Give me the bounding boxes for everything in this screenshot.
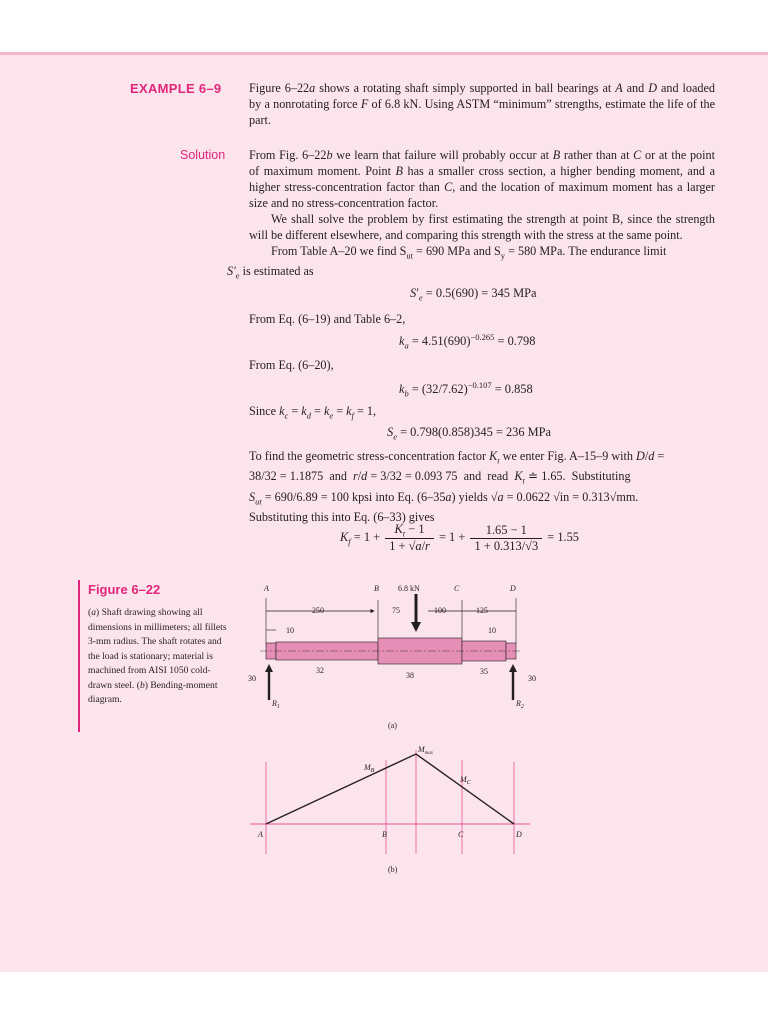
label-a: A <box>264 584 269 593</box>
equation-ka: $k_a = 4.51(690)^{-0.265} = 0.798$ <box>399 332 536 351</box>
label-b-c: C <box>458 830 464 839</box>
solution-paragraph-3: From Table A–20 we find $S_{ut} = 690$ MPa and $S_y = 580$ MPa. The endurance limit $S'_e$ is estimated as <box>227 244 667 281</box>
lead-factors-one: Since $k_c = k_d = k_e = k_f = 1$, <box>249 404 377 421</box>
shaft-drawing <box>240 578 560 738</box>
label-mc: $M_C$ <box>460 775 471 786</box>
dia-35: 35 <box>480 667 488 676</box>
equation-se: $S_e = 0.798(0.858)345 = 236$ MPa <box>387 425 552 442</box>
solution-paragraph-4: To find the geometric stress-concentration factor $K_t$ we enter Fig. A–15–9 with D/d = 38/32 = 1.1875 and r/d = 3/32 = 0.093 75 and read $K_t$ ≐ 1.65. Substituting $S_{ut} = 690/6.89 = 100$ kpsi into Eq. (6–35a) yields √a = 0.0622 √in = 0.313√mm. Substituting this into Eq. (6–33) gives <box>249 449 665 525</box>
dim-125: 125 <box>476 606 488 615</box>
label-force: 6.8 kN <box>398 584 420 593</box>
dim-10-left: 10 <box>286 626 294 635</box>
equation-kb: $k_b = (32/7.62)^{-0.107} = 0.858$ <box>399 380 533 399</box>
dia-38: 38 <box>406 671 414 680</box>
dim-75: 75 <box>392 606 400 615</box>
solution-heading: Solution <box>180 148 226 162</box>
panel-b-label: (b) <box>388 865 398 874</box>
dia-30-right: 30 <box>528 674 536 683</box>
moment-curve <box>266 754 514 824</box>
label-mb: $M_B$ <box>364 763 375 774</box>
figure-title: Figure 6–22 <box>88 582 161 597</box>
dim-100: 100 <box>434 606 446 615</box>
lead-eq-6-19: From Eq. (6–19) and Table 6–2, <box>249 312 406 326</box>
dia-30-left: 30 <box>248 674 256 683</box>
label-b-d: D <box>516 830 522 839</box>
label-r1: $R_1$ <box>272 699 280 710</box>
solution-paragraph-1: From Fig. 6–22b we learn that failure will probably occur at B rather than at C or at the point of maximum moment. Point B has a smaller cross section, a higher bending moment, and a higher stress-concentration factor than C, and the location of maximum moment has a larger size and no stress-concentration factor. <box>249 148 716 210</box>
label-d: D <box>510 584 516 593</box>
label-b-a: A <box>258 830 263 839</box>
page-top-rule <box>0 52 768 55</box>
equation-endurance-limit: $S'_e = 0.5(690) = 345$ MPa <box>410 286 537 303</box>
dia-32: 32 <box>316 666 324 675</box>
solution-paragraph-2: We shall solve the problem by first estimating the strength at point B, since the strength will be different elsewhere, and comparing this strength with the stress at the same point. <box>249 212 715 242</box>
example-statement: Figure 6–22a shows a rotating shaft simply supported in ball bearings at A and D and loaded by a nonrotating force F of 6.8 kN. Using ASTM “minimum” strengths, estimate the life of the part. <box>249 81 715 127</box>
label-b: B <box>374 584 379 593</box>
figure-caption: (a) Shaft drawing showing all dimensions in millimeters; all fillets 3-mm radius. The shaft rotates and the load is stationary; material is machined from AISI 1050 cold-drawn steel. (b) Bending-moment diagram. <box>88 607 227 705</box>
label-b-b: B <box>382 830 387 839</box>
label-c: C <box>454 584 460 593</box>
panel-a-label: (a) <box>388 721 397 730</box>
bending-moment-diagram <box>240 742 560 877</box>
label-mmax: $M_{max}$ <box>418 745 434 756</box>
label-r2: $R_2$ <box>516 699 524 710</box>
equation-kf: $K_f = 1$ + $\frac{K_t - 1}{1 + √a/r}$ = 1 + $\frac{1.65 - 1}{1 + 0.313/√3}$ = 1.55 <box>340 522 580 554</box>
dim-10-right: 10 <box>488 626 496 635</box>
lead-eq-6-20: From Eq. (6–20), <box>249 358 334 372</box>
dim-250: 250 <box>312 606 324 615</box>
example-heading: EXAMPLE 6–9 <box>130 81 222 96</box>
